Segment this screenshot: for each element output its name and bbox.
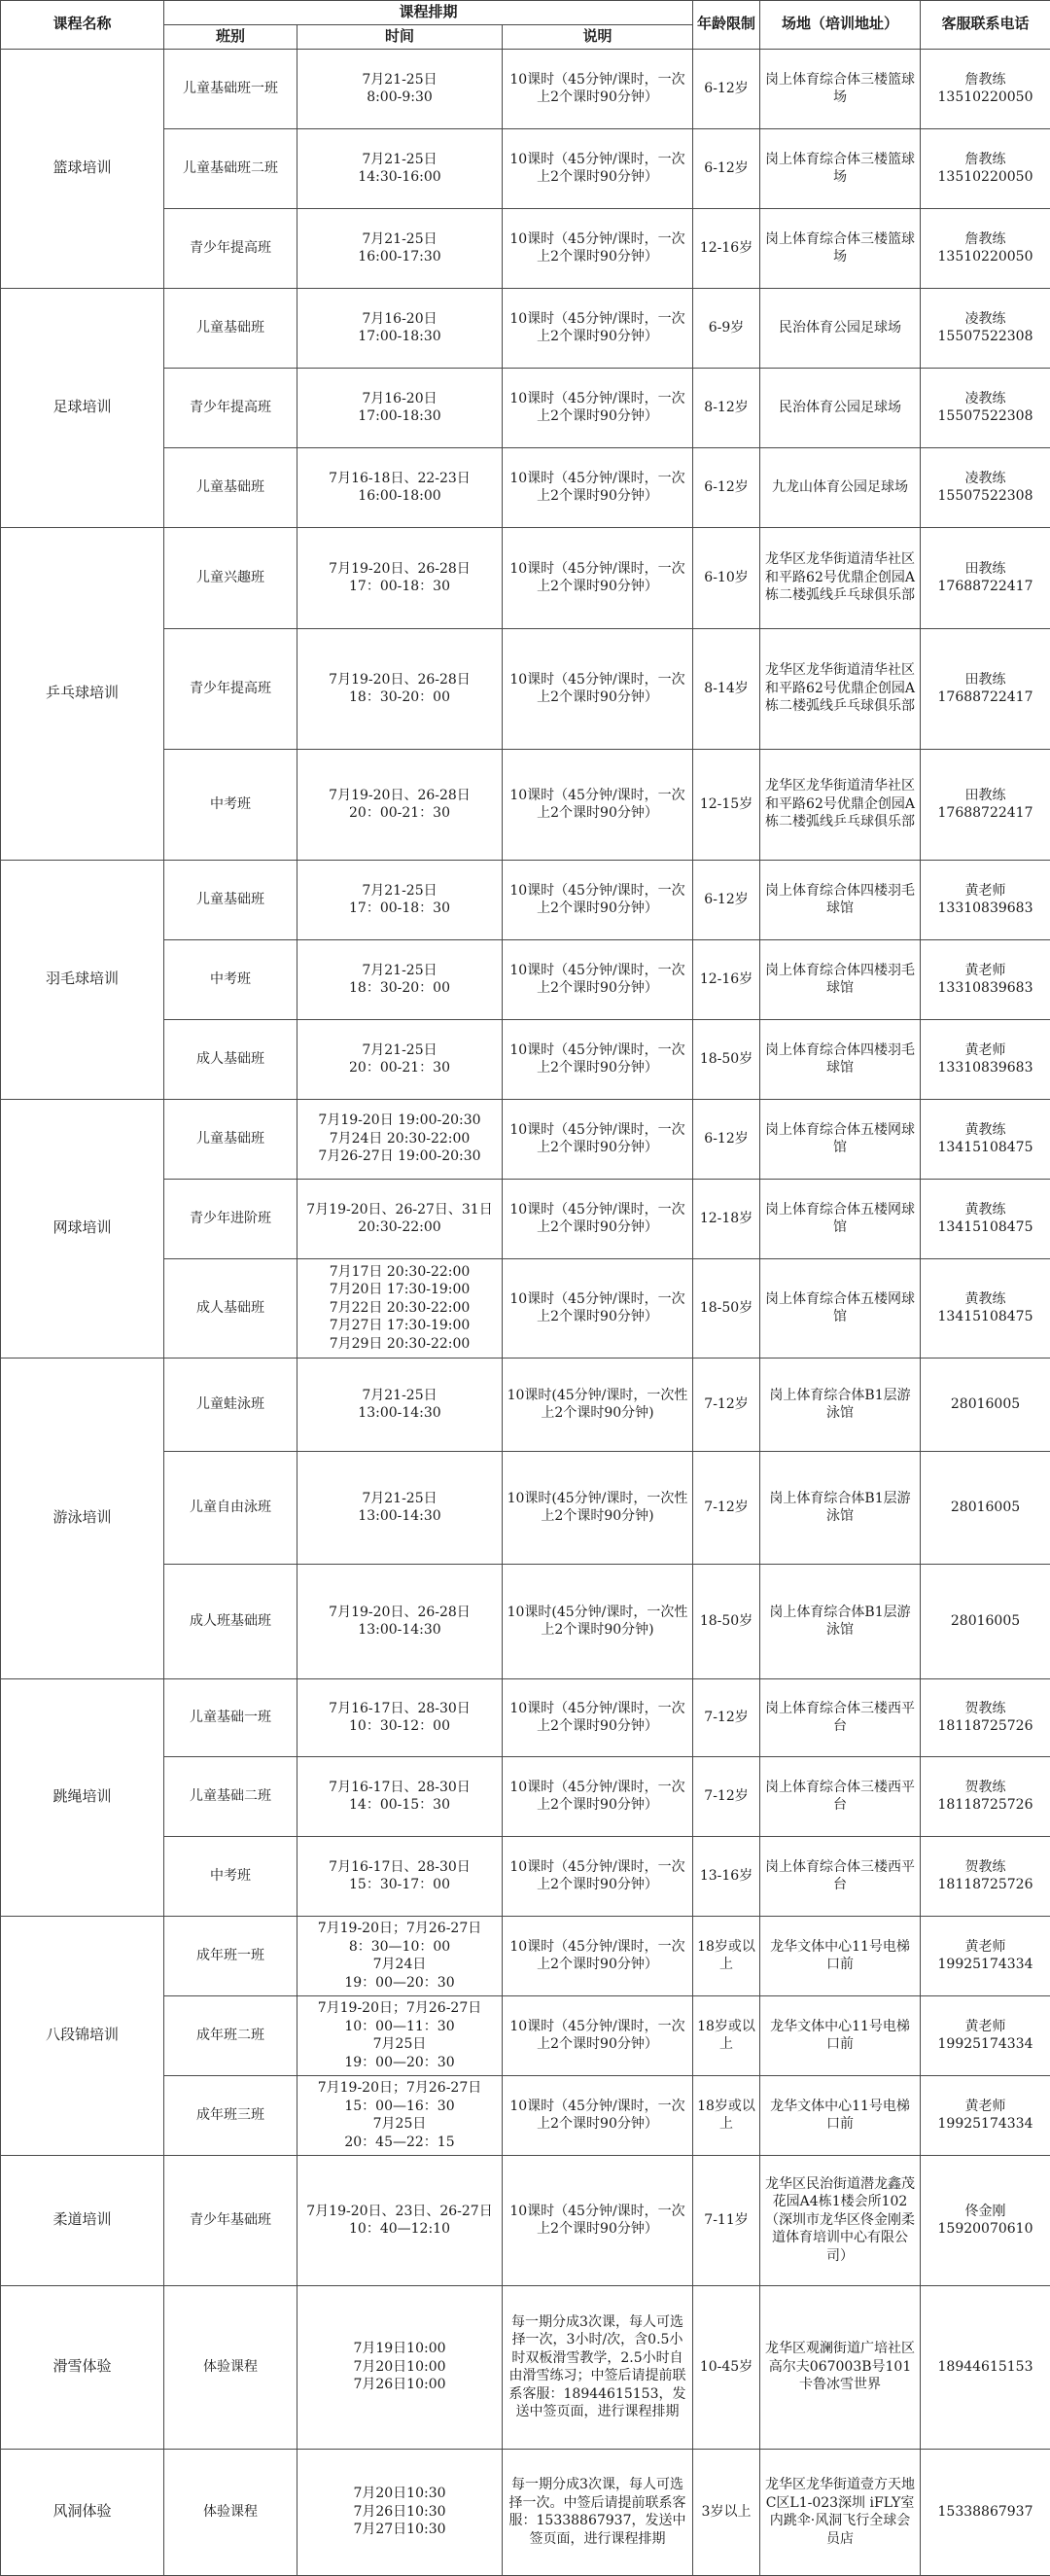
age-cell: 6-12岁: [693, 49, 760, 128]
time-cell: 7月19-20日；7月26-27日 15：00—16：30 7月25日 20：45—22：15: [298, 2075, 503, 2155]
time-cell: 7月20日10:30 7月26日10:30 7月27日10:30: [298, 2449, 503, 2575]
course-name-cell: 篮球培训: [1, 49, 164, 288]
time-cell: 7月19-20日；7月26-27日 10：00—11：30 7月25日 19：00—20：30: [298, 1995, 503, 2075]
contact-cell: 田教练 17688722417: [921, 749, 1050, 860]
contact-cell: 黄老师 13310839683: [921, 939, 1050, 1019]
time-cell: 7月16-17日、28-30日 15：30-17：00: [298, 1836, 503, 1916]
contact-cell: 贺教练 18118725726: [921, 1756, 1050, 1836]
class-cell: 成人基础班: [164, 1019, 298, 1099]
header-note: 说明: [503, 24, 693, 49]
class-cell: 成人班基础班: [164, 1564, 298, 1678]
table-row: [1, 288, 1050, 368]
venue-cell: 龙华区观澜街道广培社区高尔夫067003B号101卡鲁冰雪世界: [760, 2285, 921, 2449]
venue-cell: 岗上体育综合体四楼羽毛球馆: [760, 860, 921, 939]
class-cell: 儿童基础二班: [164, 1756, 298, 1836]
age-cell: 18-50岁: [693, 1564, 760, 1678]
age-cell: 18岁或以上: [693, 2075, 760, 2155]
time-cell: 7月16-20日 17:00-18:30: [298, 288, 503, 368]
class-cell: 青少年基础班: [164, 2155, 298, 2285]
contact-cell: 黄教练 13415108475: [921, 1099, 1050, 1179]
age-cell: 7-12岁: [693, 1451, 760, 1564]
note-cell: 每一期分成3次课，每人可选择一次，3小时/次，含0.5小时双板滑雪教学，2.5小时自由滑雪练习；中签后请提前联系客服：18944615153，发送中签页面，进行课程排期: [503, 2285, 693, 2449]
age-cell: 10-45岁: [693, 2285, 760, 2449]
class-cell: 儿童蛙泳班: [164, 1358, 298, 1451]
note-cell: 10课时（45分钟/课时，一次上2个课时90分钟）: [503, 1258, 693, 1358]
contact-cell: 凌教练 15507522308: [921, 368, 1050, 447]
venue-cell: 民治体育公园足球场: [760, 288, 921, 368]
note-cell: 10课时（45分钟/课时，一次上2个课时90分钟）: [503, 1995, 693, 2075]
note-cell: 10课时(45分钟/课时，一次性上2个课时90分钟): [503, 1451, 693, 1564]
note-cell: 10课时（45分钟/课时，一次上2个课时90分钟）: [503, 860, 693, 939]
note-cell: 10课时（45分钟/课时，一次上2个课时90分钟）: [503, 2075, 693, 2155]
venue-cell: 龙华区龙华街道壹方天地C区L1-023深圳 iFLY室内跳伞·风洞飞行全球会员店: [760, 2449, 921, 2575]
age-cell: 18岁或以上: [693, 1916, 760, 1995]
course-name-cell: 滑雪体验: [1, 2285, 164, 2449]
course-name-cell: 网球培训: [1, 1099, 164, 1358]
contact-cell: 黄教练 13415108475: [921, 1179, 1050, 1258]
header-course-name: 课程名称: [1, 1, 164, 50]
note-cell: 10课时（45分钟/课时，一次上2个课时90分钟）: [503, 2155, 693, 2285]
venue-cell: 龙华区民治街道潜龙鑫茂花园A4栋1楼会所102（深圳市龙华区佟金刚柔道体育培训中心有限公司）: [760, 2155, 921, 2285]
contact-cell: 黄老师 13310839683: [921, 1019, 1050, 1099]
time-cell: 7月19-20日、26-28日 13:00-14:30: [298, 1564, 503, 1678]
age-cell: 3岁以上: [693, 2449, 760, 2575]
age-cell: 6-9岁: [693, 288, 760, 368]
contact-cell: 黄老师 19925174334: [921, 1916, 1050, 1995]
venue-cell: 岗上体育综合体三楼西平台: [760, 1836, 921, 1916]
venue-cell: 岗上体育综合体五楼网球馆: [760, 1179, 921, 1258]
class-cell: 儿童基础一班: [164, 1678, 298, 1756]
note-cell: 10课时（45分钟/课时，一次上2个课时90分钟）: [503, 447, 693, 527]
class-cell: 中考班: [164, 1836, 298, 1916]
contact-cell: 黄老师 13310839683: [921, 860, 1050, 939]
age-cell: 6-12岁: [693, 1099, 760, 1179]
time-cell: 7月21-25日 16:00-17:30: [298, 208, 503, 288]
time-cell: 7月19-20日、26-27日、31日 20:30-22:00: [298, 1179, 503, 1258]
contact-cell: 凌教练 15507522308: [921, 288, 1050, 368]
venue-cell: 岗上体育综合体五楼网球馆: [760, 1258, 921, 1358]
age-cell: 12-16岁: [693, 208, 760, 288]
table-row: [1, 1678, 1050, 1756]
age-cell: 7-12岁: [693, 1756, 760, 1836]
contact-cell: 詹教练 13510220050: [921, 49, 1050, 128]
venue-cell: 岗上体育综合体四楼羽毛球馆: [760, 939, 921, 1019]
class-cell: 成人基础班: [164, 1258, 298, 1358]
course-name-cell: 足球培训: [1, 288, 164, 527]
time-cell: 7月21-25日 13:00-14:30: [298, 1451, 503, 1564]
venue-cell: 龙华区龙华街道清华社区和平路62号优鼎企创园A栋二楼弧线乒乓球俱乐部: [760, 628, 921, 749]
contact-cell: 田教练 17688722417: [921, 527, 1050, 628]
venue-cell: 龙华区龙华街道清华社区和平路62号优鼎企创园A栋二楼弧线乒乓球俱乐部: [760, 527, 921, 628]
age-cell: 18-50岁: [693, 1258, 760, 1358]
class-cell: 成年班三班: [164, 2075, 298, 2155]
venue-cell: 岗上体育综合体三楼篮球场: [760, 128, 921, 208]
class-cell: 中考班: [164, 749, 298, 860]
class-cell: 青少年提高班: [164, 208, 298, 288]
header-schedule: 课程排期: [164, 1, 693, 25]
age-cell: 12-15岁: [693, 749, 760, 860]
venue-cell: 龙华区龙华街道清华社区和平路62号优鼎企创园A栋二楼弧线乒乓球俱乐部: [760, 749, 921, 860]
time-cell: 7月16-18日、22-23日 16:00-18:00: [298, 447, 503, 527]
contact-cell: 28016005: [921, 1358, 1050, 1451]
time-cell: 7月19-20日、26-28日 20：00-21：30: [298, 749, 503, 860]
contact-cell: 黄教练 13415108475: [921, 1258, 1050, 1358]
course-name-cell: 八段锦培训: [1, 1916, 164, 2155]
note-cell: 10课时（45分钟/课时，一次上2个课时90分钟）: [503, 1099, 693, 1179]
contact-cell: 15338867937: [921, 2449, 1050, 2575]
note-cell: 10课时（45分钟/课时，一次上2个课时90分钟）: [503, 939, 693, 1019]
table-row: [1, 2285, 1050, 2449]
time-cell: 7月16-17日、28-30日 14：00-15：30: [298, 1756, 503, 1836]
contact-cell: 凌教练 15507522308: [921, 447, 1050, 527]
note-cell: 10课时(45分钟/课时，一次性上2个课时90分钟): [503, 1564, 693, 1678]
table-row: [1, 2449, 1050, 2575]
contact-cell: 贺教练 18118725726: [921, 1678, 1050, 1756]
age-cell: 18-50岁: [693, 1019, 760, 1099]
venue-cell: 龙华文体中心11号电梯口前: [760, 1916, 921, 1995]
age-cell: 18岁或以上: [693, 1995, 760, 2075]
header-class: 班别: [164, 24, 298, 49]
age-cell: 12-18岁: [693, 1179, 760, 1258]
contact-cell: 贺教练 18118725726: [921, 1836, 1050, 1916]
header-venue: 场地（培训地址）: [760, 1, 921, 50]
note-cell: 10课时(45分钟/课时，一次性上2个课时90分钟): [503, 1358, 693, 1451]
time-cell: 7月19-20日 19:00-20:30 7月24日 20:30-22:00 7月26-27日 19:00-20:30: [298, 1099, 503, 1179]
class-cell: 儿童兴趣班: [164, 527, 298, 628]
note-cell: 10课时（45分钟/课时，一次上2个课时90分钟）: [503, 128, 693, 208]
header-contact: 客服联系电话: [921, 1, 1050, 50]
class-cell: 青少年进阶班: [164, 1179, 298, 1258]
header-time: 时间: [298, 24, 503, 49]
class-cell: 体验课程: [164, 2285, 298, 2449]
note-cell: 10课时（45分钟/课时，一次上2个课时90分钟）: [503, 749, 693, 860]
venue-cell: 岗上体育综合体三楼西平台: [760, 1678, 921, 1756]
venue-cell: 民治体育公园足球场: [760, 368, 921, 447]
age-cell: 6-10岁: [693, 527, 760, 628]
age-cell: 8-12岁: [693, 368, 760, 447]
contact-cell: 黄老师 19925174334: [921, 2075, 1050, 2155]
course-name-cell: 羽毛球培训: [1, 860, 164, 1099]
contact-cell: 詹教练 13510220050: [921, 208, 1050, 288]
note-cell: 每一期分成3次课，每人可选择一次。中签后请提前联系客服：15338867937，发送中签页面，进行课程排期: [503, 2449, 693, 2575]
class-cell: 青少年提高班: [164, 368, 298, 447]
time-cell: 7月19-20日、26-28日 18：30-20：00: [298, 628, 503, 749]
course-name-cell: 风洞体验: [1, 2449, 164, 2575]
age-cell: 6-12岁: [693, 447, 760, 527]
venue-cell: 岗上体育综合体B1层游泳馆: [760, 1564, 921, 1678]
time-cell: 7月21-25日 17：00-18：30: [298, 860, 503, 939]
venue-cell: 岗上体育综合体B1层游泳馆: [760, 1358, 921, 1451]
table-row: [1, 860, 1050, 939]
venue-cell: 岗上体育综合体三楼篮球场: [760, 49, 921, 128]
contact-cell: 詹教练 13510220050: [921, 128, 1050, 208]
contact-cell: 28016005: [921, 1451, 1050, 1564]
class-cell: 中考班: [164, 939, 298, 1019]
note-cell: 10课时（45分钟/课时，一次上2个课时90分钟）: [503, 1836, 693, 1916]
contact-cell: 28016005: [921, 1564, 1050, 1678]
venue-cell: 岗上体育综合体四楼羽毛球馆: [760, 1019, 921, 1099]
note-cell: 10课时（45分钟/课时，一次上2个课时90分钟）: [503, 628, 693, 749]
age-cell: 13-16岁: [693, 1836, 760, 1916]
venue-cell: 九龙山体育公园足球场: [760, 447, 921, 527]
class-cell: 儿童基础班: [164, 288, 298, 368]
class-cell: 成年班二班: [164, 1995, 298, 2075]
venue-cell: 岗上体育综合体三楼篮球场: [760, 208, 921, 288]
time-cell: 7月21-25日 13:00-14:30: [298, 1358, 503, 1451]
contact-cell: 黄老师 19925174334: [921, 1995, 1050, 2075]
course-name-cell: 乒乓球培训: [1, 527, 164, 860]
table-body: [1, 49, 1050, 2575]
class-cell: 儿童基础班: [164, 860, 298, 939]
class-cell: 成年班一班: [164, 1916, 298, 1995]
age-cell: 7-11岁: [693, 2155, 760, 2285]
note-cell: 10课时（45分钟/课时，一次上2个课时90分钟）: [503, 49, 693, 128]
table-row: [1, 2155, 1050, 2285]
table-row: [1, 527, 1050, 628]
class-cell: 青少年提高班: [164, 628, 298, 749]
age-cell: 7-12岁: [693, 1358, 760, 1451]
note-cell: 10课时（45分钟/课时，一次上2个课时90分钟）: [503, 1019, 693, 1099]
class-cell: 儿童基础班: [164, 447, 298, 527]
time-cell: 7月19-20日；7月26-27日 8：30—10：00 7月24日 19：00—20：30: [298, 1916, 503, 1995]
venue-cell: 岗上体育综合体三楼西平台: [760, 1756, 921, 1836]
time-cell: 7月16-17日、28-30日 10：30-12：00: [298, 1678, 503, 1756]
contact-cell: 田教练 17688722417: [921, 628, 1050, 749]
class-cell: 体验课程: [164, 2449, 298, 2575]
note-cell: 10课时（45分钟/课时，一次上2个课时90分钟）: [503, 1916, 693, 1995]
age-cell: 6-12岁: [693, 860, 760, 939]
venue-cell: 岗上体育综合体B1层游泳馆: [760, 1451, 921, 1564]
age-cell: 6-12岁: [693, 128, 760, 208]
note-cell: 10课时（45分钟/课时，一次上2个课时90分钟）: [503, 1179, 693, 1258]
note-cell: 10课时（45分钟/课时，一次上2个课时90分钟）: [503, 208, 693, 288]
table-row: [1, 49, 1050, 128]
venue-cell: 岗上体育综合体五楼网球馆: [760, 1099, 921, 1179]
note-cell: 10课时（45分钟/课时，一次上2个课时90分钟）: [503, 368, 693, 447]
time-cell: 7月21-25日 14:30-16:00: [298, 128, 503, 208]
time-cell: 7月17日 20:30-22:00 7月20日 17:30-19:00 7月22日 20:30-22:00 7月27日 17:30-19:00 7月29日 20:30-22:00: [298, 1258, 503, 1358]
note-cell: 10课时（45分钟/课时，一次上2个课时90分钟）: [503, 288, 693, 368]
age-cell: 12-16岁: [693, 939, 760, 1019]
course-name-cell: 柔道培训: [1, 2155, 164, 2285]
age-cell: 7-12岁: [693, 1678, 760, 1756]
class-cell: 儿童基础班: [164, 1099, 298, 1179]
age-cell: 8-14岁: [693, 628, 760, 749]
time-cell: 7月16-20日 17:00-18:30: [298, 368, 503, 447]
table-row: [1, 1099, 1050, 1179]
contact-cell: 18944615153: [921, 2285, 1050, 2449]
note-cell: 10课时（45分钟/课时，一次上2个课时90分钟）: [503, 1756, 693, 1836]
class-cell: 儿童基础班一班: [164, 49, 298, 128]
header-age: 年龄限制: [693, 1, 760, 50]
contact-cell: 佟金刚 15920070610: [921, 2155, 1050, 2285]
note-cell: 10课时（45分钟/课时，一次上2个课时90分钟）: [503, 1678, 693, 1756]
venue-cell: 龙华文体中心11号电梯口前: [760, 2075, 921, 2155]
time-cell: 7月21-25日 18：30-20：00: [298, 939, 503, 1019]
course-name-cell: 跳绳培训: [1, 1678, 164, 1916]
time-cell: 7月21-25日 20：00-21：30: [298, 1019, 503, 1099]
table-row: [1, 1916, 1050, 1995]
class-cell: 儿童自由泳班: [164, 1451, 298, 1564]
time-cell: 7月21-25日 8:00-9:30: [298, 49, 503, 128]
time-cell: 7月19-20日、23日、26-27日 10：40—12:10: [298, 2155, 503, 2285]
table-row: [1, 1358, 1050, 1451]
venue-cell: 龙华文体中心11号电梯口前: [760, 1995, 921, 2075]
class-cell: 儿童基础班二班: [164, 128, 298, 208]
time-cell: 7月19日10:00 7月20日10:00 7月26日10:00: [298, 2285, 503, 2449]
time-cell: 7月19-20日、26-28日 17：00-18：30: [298, 527, 503, 628]
course-name-cell: 游泳培训: [1, 1358, 164, 1678]
note-cell: 10课时（45分钟/课时，一次上2个课时90分钟）: [503, 527, 693, 628]
